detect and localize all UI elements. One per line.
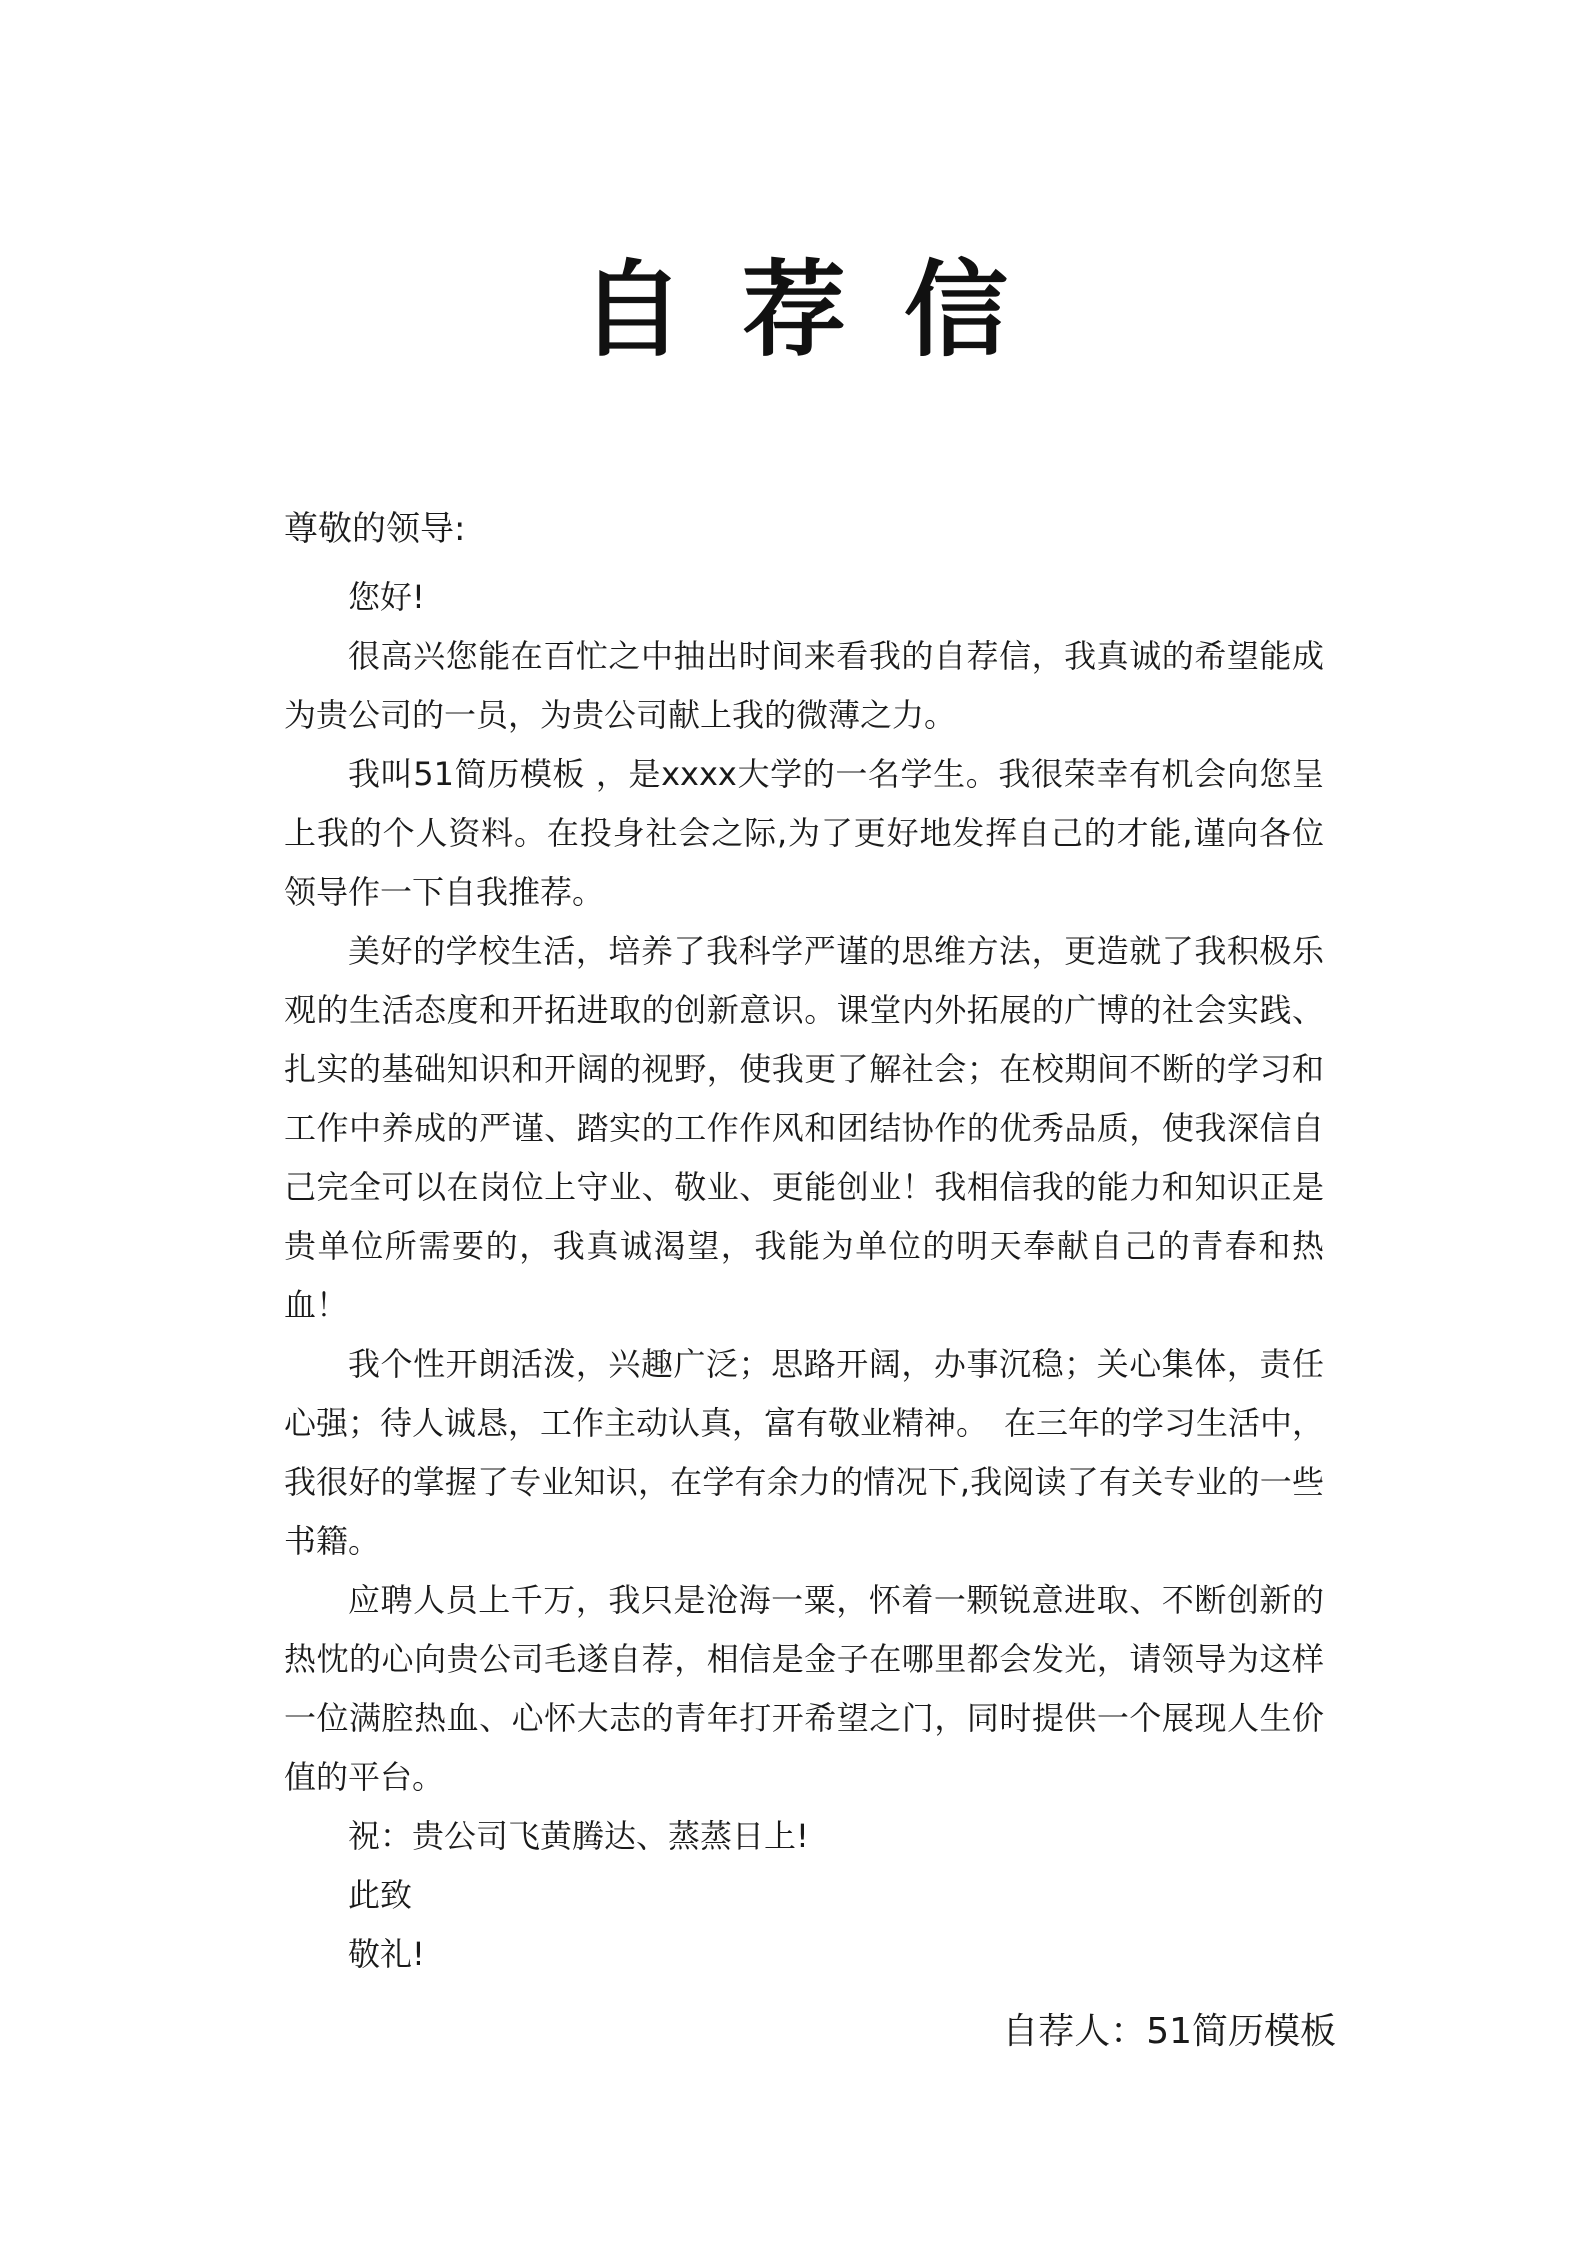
closing-line-1: 此致 bbox=[348, 1876, 413, 1914]
paragraph-application: 应聘人员上千万，我只是沧海一粟，怀着一颗锐意进取、不断创新的热忱的心向贵公司毛遂自荐，相信是金子在哪里都会发光，请领导为这样一位满腔热血、心怀大志的青年打开希望之门，同时提供一个展现人生价值的平台。 bbox=[284, 1581, 1324, 1796]
paragraph-school-life: 美好的学校生活，培养了我科学严谨的思维方法，更造就了我积极乐观的生活态度和开拓进取的创新意识。课堂内外拓展的广博的社会实践、扎实的基础知识和开阔的视野，使我更了解社会；在校期间不断的学习和工作中养成的严谨、踏实的工作作风和团结协作的优秀品质，使我深信自己完全可以在岗位上守业、敬业、更能创业！我相信我的能力和知识正是贵单位所需要的，我真诚渴望，我能为单位的明天奉献自己的青春和热血！ bbox=[284, 932, 1324, 1324]
paragraph-self-introduction: 我叫51简历模板 ，是xxxx大学的一名学生。我很荣幸有机会向您呈上我的个人资料。在投身社会之际,为了更好地发挥自己的才能,谨向各位领导作一下自我推荐。 bbox=[284, 755, 1324, 911]
salutation: 尊敬的领导: bbox=[284, 509, 466, 549]
wish-line: 祝：贵公司飞黄腾达、蒸蒸日上! bbox=[348, 1817, 809, 1855]
paragraph-personality: 我个性开朗活泼，兴趣广泛；思路开阔，办事沉稳；关心集体，责任心强；待人诚恳，工作主动认真，富有敬业精神。 在三年的学习生活中，我很好的掌握了专业知识，在学有余力的情况下,我阅读了有关专业的一些书籍。 bbox=[284, 1345, 1325, 1560]
page-title: 自荐信 bbox=[579, 249, 1066, 371]
signature: 自荐人：51简历模板 bbox=[1002, 2011, 1336, 2052]
closing-line-2: 敬礼! bbox=[348, 1935, 425, 1973]
letter-body bbox=[284, 498, 1324, 1984]
paragraph-intro: 很高兴您能在百忙之中抽出时间来看我的自荐信，我真诚的希望能成为贵公司的一员，为贵公司献上我的微薄之力。 bbox=[284, 637, 1324, 734]
greeting: 您好! bbox=[348, 578, 425, 616]
